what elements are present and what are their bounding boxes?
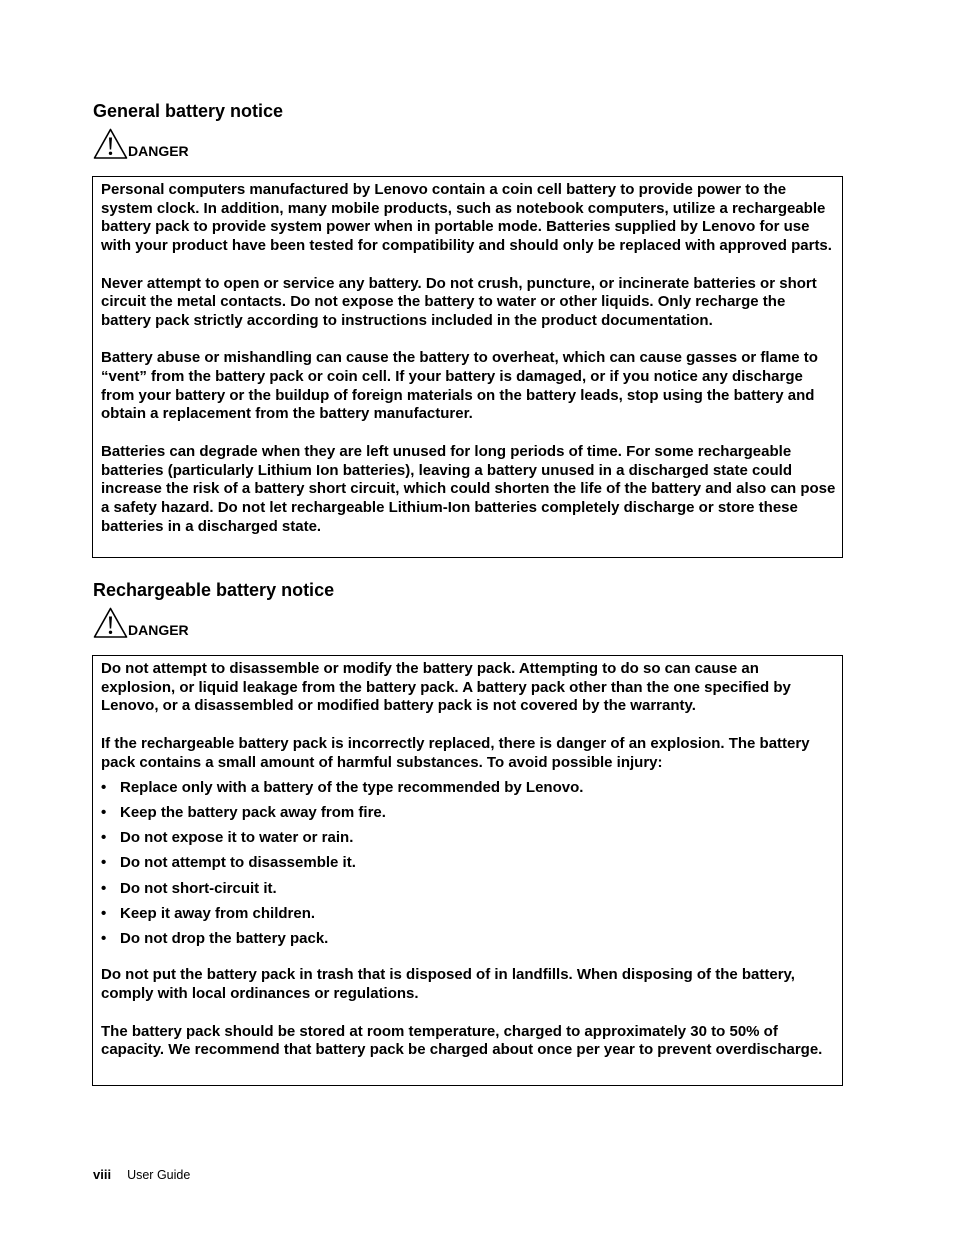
warning-triangle-icon — [93, 128, 128, 160]
list-item — [101, 930, 836, 949]
danger-label: DANGER — [128, 622, 189, 638]
list-item — [101, 804, 836, 823]
notice-paragraph: The battery pack should be stored at room temperature, charged to approximately 30 to 50% of capacity. We recommend that battery pack be charged about once per year to prevent overdischarge. — [101, 1022, 823, 1059]
notice-paragraph: Never attempt to open or service any battery. Do not crush, puncture, or incinerate batteries or short circuit the metal contacts. Do not expose the battery to water or other liquids. Only recharge the battery pack strictly according to instructions included in the product documentation. — [101, 274, 817, 329]
danger-notice-header — [93, 128, 189, 160]
notice-paragraph: Do not put the battery pack in trash that is disposed of in landfills. When disposing of the battery, comply with local ordinances or regulations. — [101, 966, 795, 1003]
list-item-text: Do not attempt to disassemble it. — [120, 854, 356, 872]
notice-paragraph: Battery abuse or mishandling can cause the battery to overheat, which can cause gasses or flame to “vent” from the battery pack or coin cell. If your battery is damaged, or if you notice any discharge from your battery or the buildup of foreign materials on the battery leads, stop using the battery and obtain a replacement from the battery manufacturer. — [101, 349, 818, 423]
danger-notice-header — [93, 607, 189, 639]
notice-paragraph: Batteries can degrade when they are left unused for long periods of time. For some rechargeable batteries (particularly Lithium Ion batteries), leaving a battery unused in a discharged state could increase the risk of a battery short circuit, which could shorten the life of the battery and also can pose a safety hazard. Do not let rechargeable Lithium-Ion batteries completely discharge or store these batteries in a discharged state. — [101, 442, 836, 535]
general-battery-notice-box — [92, 176, 843, 558]
section-heading-general-battery: General battery notice — [93, 101, 284, 121]
list-item-text: Do not drop the battery pack. — [120, 929, 329, 947]
warning-triangle-icon — [93, 607, 128, 639]
list-item-text: Do not short-circuit it. — [120, 879, 277, 897]
page-footer — [93, 1167, 190, 1182]
list-item — [101, 880, 836, 899]
bullet-glyph: • — [101, 804, 107, 822]
bullet-glyph: • — [101, 929, 107, 947]
bullet-glyph: • — [101, 779, 107, 797]
notice-paragraph: Personal computers manufactured by Lenovo contain a coin cell battery to provide power to the system clock. In addition, many mobile products, such as notebook computers, utilize a rechargeable battery pack to provide system power when in portable mode. Batteries supplied by Lenovo for use with your product have been tested for compatibility and should only be replaced with approved parts. — [101, 181, 832, 255]
list-item — [101, 854, 836, 873]
list-item — [101, 779, 836, 798]
list-item-text: Do not expose it to water or rain. — [120, 829, 354, 847]
safety-bullet-list — [101, 779, 836, 948]
notice-paragraph: If the rechargeable battery pack is incorrectly replaced, there is danger of an explosion. The battery pack contains a small amount of harmful substances. To avoid possible injury: — [101, 734, 810, 771]
list-item-text: Keep the battery pack away from fire. — [120, 804, 386, 822]
bullet-glyph: • — [101, 854, 107, 872]
section-heading-rechargeable-battery: Rechargeable battery notice — [93, 580, 335, 600]
list-item-text: Replace only with a battery of the type recommended by Lenovo. — [120, 779, 584, 797]
rechargeable-battery-notice-box — [92, 655, 843, 1086]
list-item — [101, 829, 836, 848]
document-title: User Guide — [127, 1168, 191, 1182]
page-number: viii — [93, 1167, 112, 1182]
bullet-glyph: • — [101, 879, 107, 897]
bullet-glyph: • — [101, 904, 107, 922]
list-item — [101, 905, 836, 924]
notice-paragraph: Do not attempt to disassemble or modify the battery pack. Attempting to do so can cause an explosion, or liquid leakage from the battery pack. A battery pack other than the one specified by Lenovo, or a disassembled or modified battery pack is not covered by the warranty. — [101, 660, 791, 715]
danger-label: DANGER — [128, 143, 189, 159]
list-item-text: Keep it away from children. — [120, 904, 316, 922]
bullet-glyph: • — [101, 829, 107, 847]
